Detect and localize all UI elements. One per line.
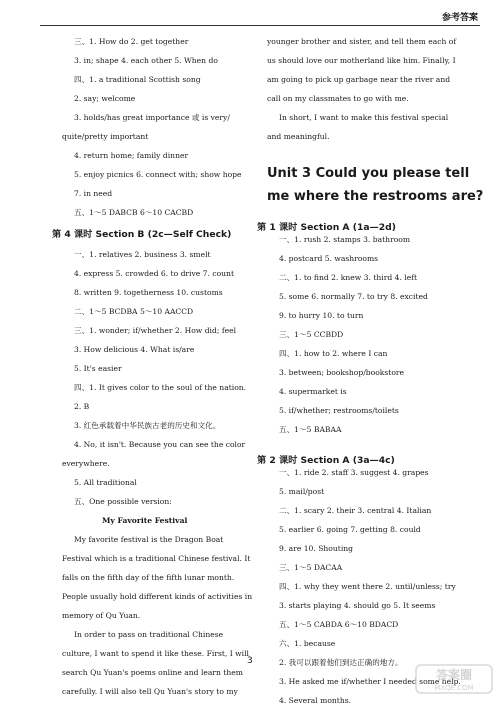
- answer-line: 7. in need: [74, 189, 113, 198]
- answer-line: 3. 红色承载着中华民族古老的历史和文化。: [74, 421, 221, 430]
- answer-line: My favorite festival is the Dragon Boat: [74, 535, 224, 544]
- svg-text:MXQE.COM: MXQE.COM: [434, 684, 474, 692]
- page-header: 参考答案: [441, 13, 478, 23]
- answer-line: 5. mail/post: [279, 487, 325, 496]
- answer-line: search Qu Yuan's poems online and learn them: [62, 668, 243, 677]
- answer-line: us should love our motherland like him. Finally, I: [267, 56, 456, 65]
- answer-line: 4. No, it isn't. Because you can see the color: [74, 440, 246, 449]
- answer-line: 二、1. to find 2. knew 3. third 4. left: [279, 273, 418, 282]
- answer-line: 一、1. relatives 2. business 3. smelt: [74, 250, 211, 259]
- answer-line: 5. earlier 6. going 7. getting 8. could: [279, 525, 421, 534]
- answer-line: and meaningful.: [267, 132, 330, 141]
- answer-line: am going to pick up garbage near the river and: [267, 75, 451, 84]
- answer-line: 5. It's easier: [74, 364, 122, 373]
- answer-line: 4. Several months.: [279, 696, 352, 705]
- answer-line: 5. if/whether; restrooms/toilets: [279, 406, 399, 415]
- answer-line: 5. enjoy picnics 6. connect with; show hope: [74, 170, 242, 179]
- answer-line: 三、1. wonder; if/whether 2. How did; feel: [74, 326, 237, 335]
- answer-line: carefully. I will also tell Qu Yuan's story to my: [62, 687, 238, 696]
- answer-line: Festival which is a traditional Chinese festival. It: [62, 554, 251, 563]
- answer-line: 四、1. how to 2. where I can: [279, 349, 388, 358]
- answer-line: 4. supermarket is: [279, 387, 347, 396]
- answer-line: 2. say; welcome: [74, 94, 136, 103]
- answer-line: 4. postcard 5. washrooms: [279, 254, 379, 263]
- answer-line: 五、One possible version:: [74, 497, 172, 506]
- answer-line: 3. holds/has great importance 或 is very/: [74, 113, 230, 122]
- answer-line: 3. in; shape 4. each other 5. When do: [74, 56, 218, 65]
- answer-line: 一、1. rush 2. stamps 3. bathroom: [279, 235, 411, 244]
- answer-line: culture, I want to spend it like these. First, I will: [62, 649, 249, 658]
- answer-line: 5. All traditional: [74, 478, 137, 487]
- unit-title-line1: Unit 3 Could you please tell: [267, 166, 470, 181]
- answer-line: 4. express 5. crowded 6. to drive 7. count: [74, 269, 235, 278]
- answer-line: falls on the fifth day of the fifth lunar month.: [62, 573, 235, 582]
- answer-line: 四、1. why they went there 2. until/unless; try: [279, 582, 456, 591]
- answer-line: People usually hold different kinds of activities in: [62, 592, 253, 601]
- answer-line: 3. How delicious 4. What is/are: [74, 345, 195, 354]
- answer-line: 4. return home; family dinner: [74, 151, 189, 160]
- answer-line: 2. B: [74, 402, 90, 411]
- answer-line: everywhere.: [62, 459, 110, 468]
- answer-line: 3. starts playing 4. should go 5. It seems: [279, 601, 436, 610]
- answer-line: 8. written 9. togetherness 10. customs: [74, 288, 223, 297]
- lesson-heading-2: 第 2 课时 Section A (3a—4c): [257, 455, 395, 466]
- answer-line: 5. some 6. normally 7. to try 8. excited: [279, 292, 428, 301]
- answer-line: 9. are 10. Shouting: [279, 544, 354, 553]
- answer-line: 二、1. scary 2. their 3. central 4. Italian: [279, 506, 432, 515]
- answer-line: 五、1～5 DABCB 6～10 CACBD: [74, 208, 194, 217]
- unit-title-line2: me where the restrooms are?: [267, 189, 484, 204]
- watermark-logo: [415, 664, 493, 694]
- answer-line: 第 4 课时 Section B (2c—Self Check): [52, 229, 232, 240]
- answer-line: quite/pretty important: [62, 132, 149, 141]
- answer-line: 三、1. How do 2. get together: [74, 37, 189, 46]
- answer-line: In short, I want to make this festival special: [279, 113, 449, 122]
- answer-line: 五、1～5 BABAA: [279, 425, 342, 434]
- answer-line: younger brother and sister, and tell them each of: [267, 37, 457, 46]
- answer-line: 2. 我可以跟着他们到达正确的地方。: [279, 658, 403, 667]
- answer-line: 三、1～5 DACAA: [279, 563, 343, 572]
- answer-line: My Favorite Festival: [102, 516, 188, 525]
- lesson-heading-1: 第 1 课时 Section A (1a—2d): [257, 222, 396, 233]
- answer-line: In order to pass on traditional Chinese: [74, 630, 224, 639]
- answer-line: 9. to hurry 10. to turn: [279, 311, 364, 320]
- answer-line: 一、1. ride 2. staff 3. suggest 4. grapes: [279, 468, 429, 477]
- answer-line: call on my classmates to go with me.: [267, 94, 409, 103]
- answer-line: 四、1. a traditional Scottish song: [74, 75, 201, 84]
- answer-line: 3. between; bookshop/bookstore: [279, 368, 405, 377]
- answer-line: 三、1～5 CCBDD: [279, 330, 344, 339]
- answer-line: 四、1. It gives color to the soul of the nation.: [74, 383, 247, 392]
- answer-line: 六、1. because: [279, 639, 336, 648]
- answer-line: 3. He asked me if/whether I needed some help.: [279, 677, 461, 686]
- answer-line: 五、1～5 CABDA 6～10 BDACD: [279, 620, 399, 629]
- svg-text:答案圈: 答案圈: [435, 668, 473, 682]
- answer-line: 二、1～5 BCDBA 5～10 AACCD: [74, 307, 194, 316]
- answer-line: memory of Qu Yuan.: [62, 611, 141, 620]
- page-number: 3: [247, 656, 253, 666]
- header-rule: [40, 25, 480, 26]
